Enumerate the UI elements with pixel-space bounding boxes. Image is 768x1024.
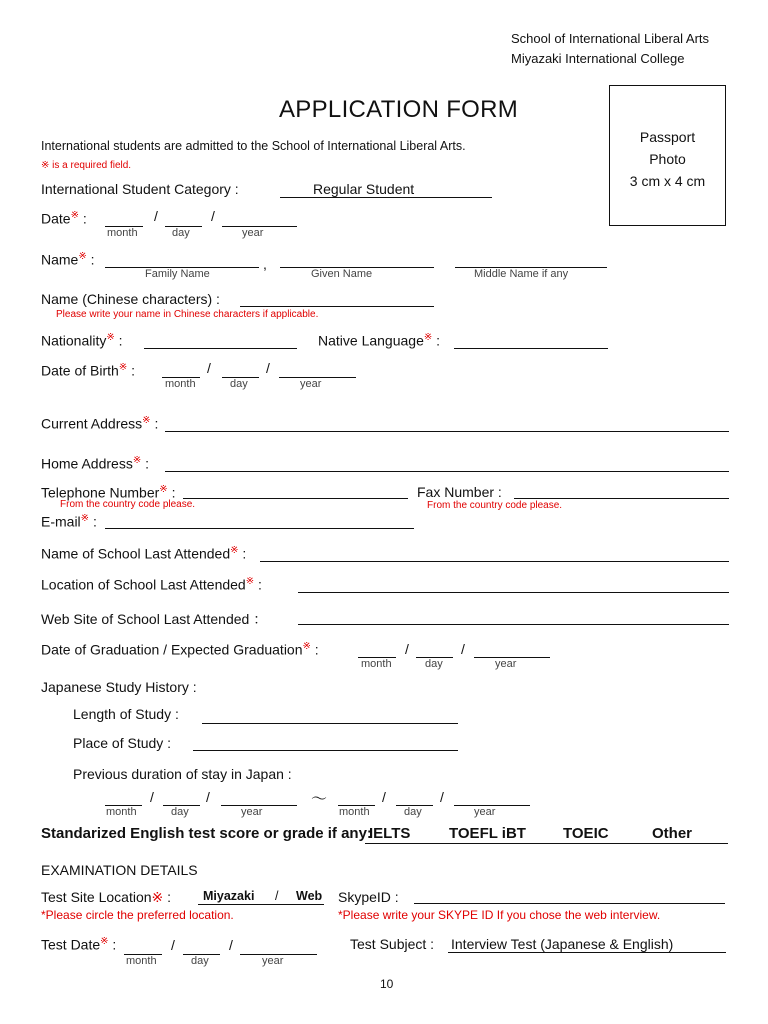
name-chinese-field[interactable] <box>240 306 434 307</box>
middle-name-hint: Middle Name if any <box>474 268 569 280</box>
year-hint: year <box>300 378 322 390</box>
other-option[interactable]: Other <box>652 825 693 842</box>
required-mark: ※ <box>118 362 128 373</box>
toefl-option[interactable]: TOEFL iBT <box>449 825 526 842</box>
month-hint: month <box>107 227 138 239</box>
page-number: 10 <box>380 977 394 991</box>
day-hint: day <box>172 227 190 239</box>
photo-label-2: Photo <box>649 151 686 167</box>
telephone-label: Telephone Number※ : <box>41 484 176 501</box>
length-of-study-field[interactable] <box>202 723 458 724</box>
nationality-field[interactable] <box>144 348 297 349</box>
native-language-label: Native Language※ : <box>318 332 441 349</box>
place-of-study-label: Place of Study : <box>73 735 172 751</box>
required-note: ※ is a required field. <box>41 160 132 171</box>
comma: , <box>263 256 267 272</box>
test-site-note: *Please circle the preferred location. <box>41 908 234 922</box>
slash: / <box>150 789 154 805</box>
year-hint: year <box>241 806 263 818</box>
native-language-field[interactable] <box>454 348 608 349</box>
date-label: Date※ : <box>41 210 87 227</box>
telephone-field[interactable] <box>183 498 408 499</box>
required-mark: ※ <box>302 641 311 652</box>
test-site-line <box>198 904 324 905</box>
name-chinese-note: Please write your name in Chinese characters if applicable. <box>56 309 319 320</box>
skype-field[interactable] <box>414 903 725 904</box>
slash: / <box>171 937 175 953</box>
day-hint: day <box>425 658 443 670</box>
slash: / <box>266 360 270 376</box>
required-mark: ※ <box>78 251 87 262</box>
year-hint: year <box>242 227 264 239</box>
category-line[interactable] <box>280 197 492 198</box>
month-hint: month <box>165 378 196 390</box>
test-subject-value: Interview Test (Japanese & English) <box>451 936 674 952</box>
college-name: Miyazaki International College <box>511 51 685 66</box>
category-value: Regular Student <box>313 181 415 197</box>
birth-label: Date of Birth※ : <box>41 362 135 379</box>
test-date-label: Test Date※ : <box>41 936 117 953</box>
school-location-field[interactable] <box>298 592 729 593</box>
required-mark: ※ <box>230 545 239 556</box>
year-hint: year <box>262 955 284 967</box>
required-mark: ※ <box>151 889 164 905</box>
english-score-line[interactable] <box>365 843 728 844</box>
school-web-label: Web Site of School Last Attended ： <box>41 611 268 627</box>
slash: / <box>211 208 215 224</box>
month-hint: month <box>106 806 137 818</box>
day-hint: day <box>230 378 248 390</box>
slash: / <box>461 641 465 657</box>
slash: / <box>229 937 233 953</box>
passport-photo-box <box>609 85 726 226</box>
nationality-label: Nationality※ : <box>41 332 123 349</box>
slash: / <box>154 208 158 224</box>
required-mark: ※ <box>70 210 79 221</box>
year-hint: year <box>495 658 517 670</box>
email-label: E-mail※ : <box>41 513 97 530</box>
current-address-label: Current Address※ : <box>41 415 159 432</box>
month-hint: month <box>126 955 157 967</box>
required-mark: ※ <box>100 936 109 947</box>
name-chinese-label: Name (Chinese characters) : <box>41 291 220 307</box>
previous-stay-label: Previous duration of stay in Japan : <box>73 766 292 782</box>
skype-note: *Please write your SKYPE ID If you chose the web interview. <box>338 908 661 922</box>
photo-label-1: Passport <box>639 129 696 145</box>
current-address-field[interactable] <box>165 431 729 432</box>
form-title: APPLICATION FORM <box>279 96 519 123</box>
category-label: International Student Category : <box>41 181 239 197</box>
site-miyazaki-option[interactable]: Miyazaki <box>203 889 255 903</box>
ielts-option[interactable]: IELTS <box>369 825 411 842</box>
school-web-field[interactable] <box>298 624 729 625</box>
day-hint: day <box>404 806 422 818</box>
home-address-field[interactable] <box>165 471 729 472</box>
slash: / <box>382 789 386 805</box>
tilde: 〜 <box>311 791 328 808</box>
test-subject-line <box>448 952 726 953</box>
telephone-note: From the country code please. <box>60 499 196 510</box>
japanese-history-label: Japanese Study History : <box>41 679 197 695</box>
fax-field[interactable] <box>514 498 729 499</box>
day-hint: day <box>171 806 189 818</box>
length-of-study-label: Length of Study : <box>73 706 179 722</box>
test-site-label: Test Site Location※ : <box>41 889 172 905</box>
slash: / <box>206 789 210 805</box>
slash: / <box>405 641 409 657</box>
school-name-label: Name of School Last Attended※ : <box>41 545 247 562</box>
site-web-option[interactable]: Web <box>296 889 323 903</box>
month-hint: month <box>339 806 370 818</box>
graduation-label: Date of Graduation / Expected Graduation※ : <box>41 641 319 658</box>
required-mark: ※ <box>132 455 142 466</box>
family-name-hint: Family Name <box>145 268 210 280</box>
required-mark: ※ <box>142 415 151 426</box>
school-name: School of International Liberal Arts <box>511 31 710 46</box>
required-mark: ※ <box>245 576 255 587</box>
day-hint: day <box>191 955 209 967</box>
place-of-study-field[interactable] <box>193 750 458 751</box>
school-location-label: Location of School Last Attended※ : <box>41 576 262 593</box>
year-hint: year <box>474 806 496 818</box>
email-field[interactable] <box>105 528 414 529</box>
home-address-label: Home Address※ : <box>41 455 149 472</box>
test-subject-label: Test Subject : <box>350 936 435 952</box>
required-mark: ※ <box>423 332 433 343</box>
name-label: Name※ : <box>41 251 95 268</box>
photo-size: 3 cm x 4 cm <box>629 173 706 189</box>
slash: / <box>440 789 444 805</box>
slash: / <box>207 360 211 376</box>
given-name-hint: Given Name <box>311 268 373 280</box>
english-test-label: Standarized English test score or grade if any: <box>41 825 372 842</box>
month-hint: month <box>361 658 392 670</box>
school-name-field[interactable] <box>260 561 729 562</box>
required-mark: ※ <box>106 332 115 343</box>
slash: / <box>275 889 279 903</box>
fax-label: Fax Number : <box>417 484 502 500</box>
required-mark: ※ <box>159 484 168 495</box>
skype-label: SkypeID : <box>338 889 399 905</box>
required-mark: ※ <box>80 513 90 524</box>
fax-note: From the country code please. <box>427 500 563 511</box>
exam-heading: EXAMINATION DETAILS <box>41 862 198 878</box>
intro-text: International students are admitted to the School of International Liberal Arts. <box>41 139 466 153</box>
toeic-option[interactable]: TOEIC <box>563 825 609 842</box>
